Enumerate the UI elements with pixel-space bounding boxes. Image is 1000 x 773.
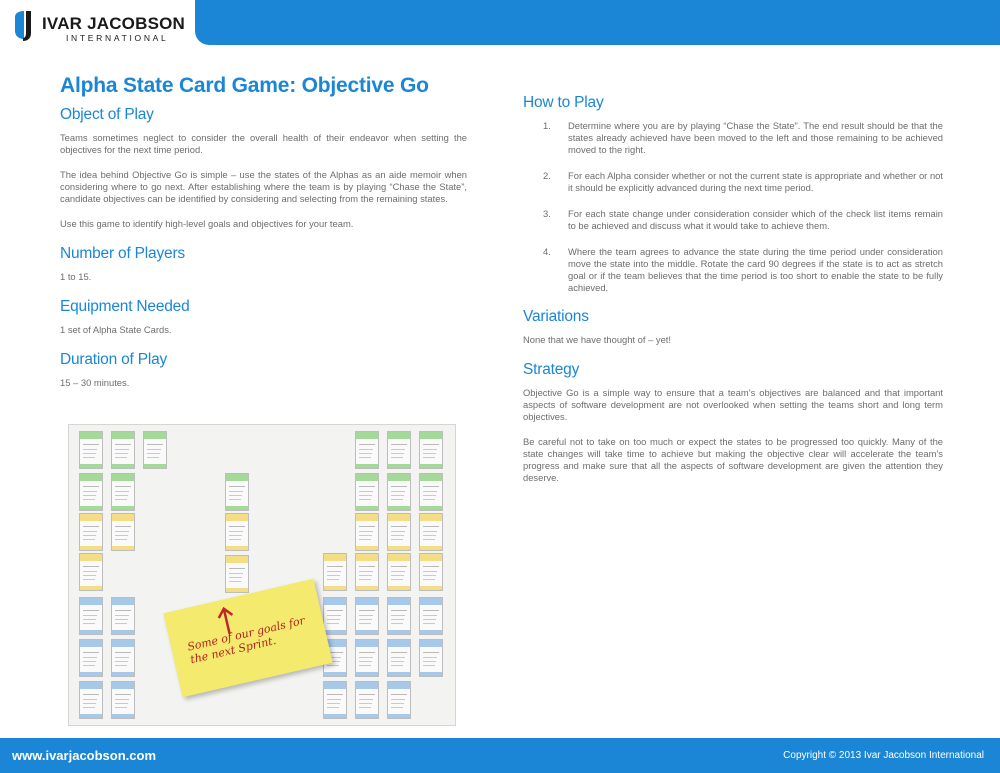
heading-number-of-players: Number of Players (60, 245, 185, 262)
heading-strategy: Strategy (523, 361, 580, 378)
alpha-state-card (387, 597, 411, 635)
footer-bar (0, 738, 1000, 773)
footer-website-link[interactable]: www.ivarjacobson.com (12, 748, 157, 763)
alpha-state-card (323, 553, 347, 591)
players-text: 1 to 15. (60, 271, 92, 282)
alpha-state-card (419, 553, 443, 591)
alpha-state-card (419, 473, 443, 511)
alpha-state-card (79, 639, 103, 677)
alpha-state-card (419, 639, 443, 677)
duration-text: 15 – 30 minutes. (60, 377, 130, 388)
alpha-state-card (79, 597, 103, 635)
right-column (523, 94, 943, 484)
alpha-state-card (111, 431, 135, 469)
alpha-state-card (111, 681, 135, 719)
alpha-state-card (79, 513, 103, 551)
alpha-state-card (355, 431, 379, 469)
alpha-state-card (355, 597, 379, 635)
company-logo (12, 9, 187, 43)
alpha-state-card (225, 555, 249, 593)
strategy-paragraph-1: Objective Go is a simple way to ensure that a team’s objectives are balanced and that important aspects of software development are not overlooked when setting the teams short and long term objectives. (523, 387, 943, 422)
alpha-state-card (225, 473, 249, 511)
logo-subtitle: INTERNATIONAL (66, 33, 169, 43)
alpha-state-card (79, 681, 103, 719)
object-paragraph-3: Use this game to identify high-level goals and objectives for your team. (60, 218, 354, 229)
heading-equipment-needed: Equipment Needed (60, 298, 190, 315)
heading-how-to-play: How to Play (523, 94, 604, 111)
alpha-state-card (79, 473, 103, 511)
alpha-state-card (419, 431, 443, 469)
variations-text: None that we have thought of – yet! (523, 334, 672, 345)
header-bar (195, 0, 1000, 45)
alpha-state-card (387, 513, 411, 551)
alpha-state-card (387, 473, 411, 511)
alpha-state-card (111, 513, 135, 551)
sticky-note-text: Some of our goals for the next Sprint. (186, 613, 307, 667)
alpha-state-card (355, 513, 379, 551)
alpha-state-card (419, 597, 443, 635)
alpha-state-card (79, 431, 103, 469)
alpha-cards-photo (68, 424, 456, 726)
object-paragraph-2: The idea behind Objective Go is simple – use the states of the Alphas as an aide memoir when considering where to go next. After establishing where the team is by playing “Chase the State”, candidate objectives can be identified by considering and selecting from the remaining states. (60, 169, 467, 204)
footer-copyright: Copyright © 2013 Ivar Jacobson International (783, 750, 984, 761)
alpha-state-card (111, 597, 135, 635)
alpha-state-card (111, 473, 135, 511)
step-item: 4. Where the team agrees to advance the state during the time period under consideration move the state into the middle. Rotate the card 90 degrees if the state is to act as stretch goal or if the team believes that the time period is too short to enable the state to be fully achieved. (543, 246, 943, 293)
heading-duration-of-play: Duration of Play (60, 351, 168, 368)
step-item: 1. Determine where you are by playing “Chase the State”. The end result should be that the states already achieved have been moved to the left and those remaining to be achieved moved to the right. (543, 120, 943, 155)
alpha-state-card (387, 431, 411, 469)
alpha-state-card (355, 473, 379, 511)
heading-object-of-play: Object of Play (60, 106, 154, 123)
alpha-state-card (323, 681, 347, 719)
alpha-state-card (387, 639, 411, 677)
ivar-jacobson-logo-icon (12, 9, 40, 43)
alpha-state-card (387, 681, 411, 719)
object-paragraph-1: Teams sometimes neglect to consider the overall health of their endeavor when setting the objectives for the next time period. (60, 132, 467, 155)
alpha-state-card (225, 513, 249, 551)
left-column (60, 74, 467, 389)
equipment-text: 1 set of Alpha State Cards. (60, 324, 172, 335)
alpha-state-card (387, 553, 411, 591)
heading-variations: Variations (523, 308, 589, 325)
alpha-state-card (79, 553, 103, 591)
logo-name: IVAR JACOBSON (42, 14, 186, 33)
alpha-state-card (143, 431, 167, 469)
sticky-note (163, 579, 332, 697)
alpha-state-card (111, 639, 135, 677)
page-title: Alpha State Card Game: Objective Go (60, 74, 429, 97)
strategy-paragraph-2: Be careful not to take on too much or expect the states to be progressed too quickly. Many of the state changes will take time to achieve but making the objective clear will accelerate the team’s progress and make sure that all the aspects of software development are given the attention they deserve. (523, 436, 943, 483)
alpha-state-card (355, 639, 379, 677)
alpha-state-card (419, 513, 443, 551)
alpha-state-card (323, 597, 347, 635)
step-item: 2. For each Alpha consider whether or not the current state is appropriate and whether or not it should be explicitly advanced during the next time period. (543, 170, 943, 193)
how-to-play-steps (543, 120, 943, 294)
step-item: 3. For each state change under consideration consider which of the check list items remain to be achieved and discuss what it would take to achieve them. (543, 208, 943, 231)
alpha-state-card (355, 553, 379, 591)
alpha-state-card (355, 681, 379, 719)
